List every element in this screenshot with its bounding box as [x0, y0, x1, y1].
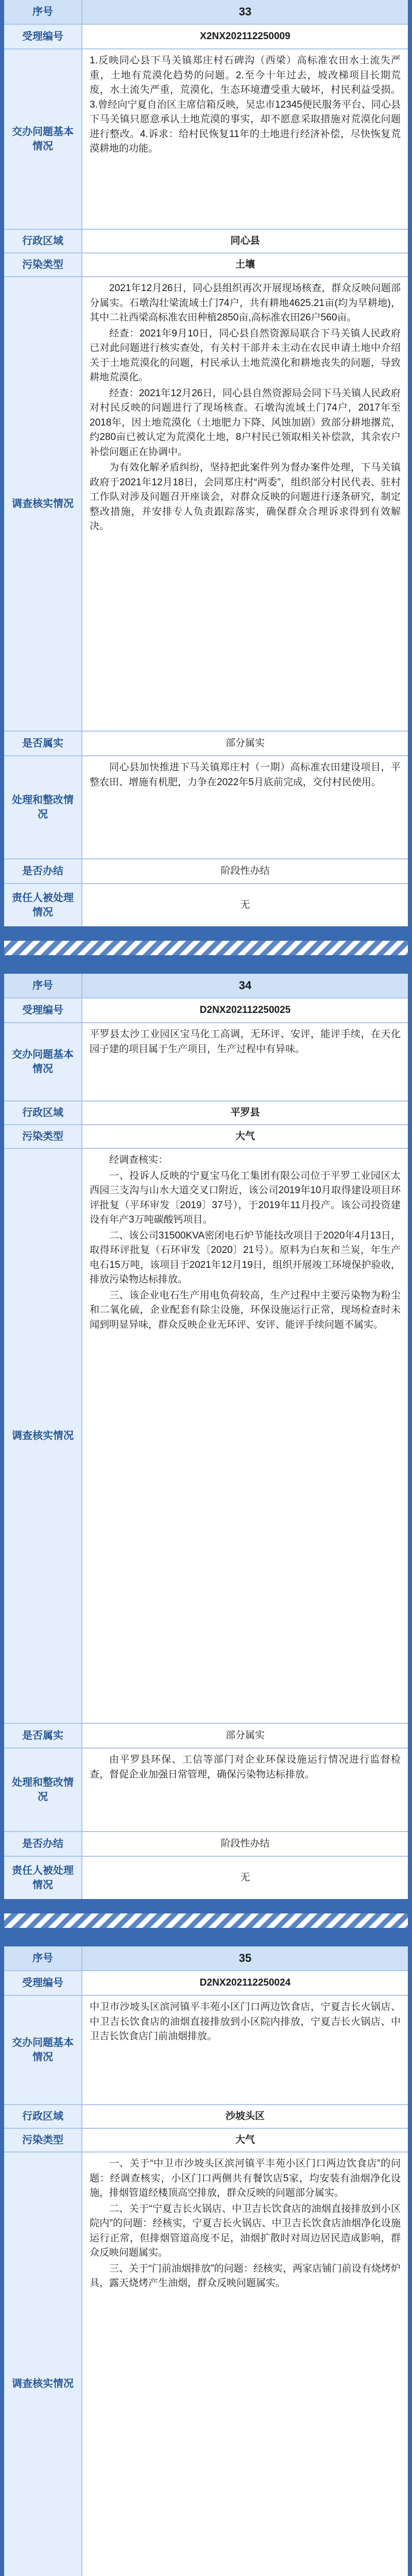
closed-row	[4, 858, 408, 883]
basic-row	[4, 48, 408, 229]
investigation-label: 调查核实情况	[4, 2153, 82, 2576]
type-label: 污染类型	[4, 1125, 82, 1148]
type-label: 污染类型	[4, 253, 82, 276]
handle-label: 处理和整改情况	[4, 756, 82, 858]
type-value: 大气	[235, 1130, 255, 1142]
basic-row	[4, 1022, 408, 1100]
divider-stripes	[4, 1913, 408, 1928]
seq-value: 34	[82, 974, 408, 997]
true-value: 部分属实	[225, 1730, 265, 1741]
basic-value: 平罗县太沙工业园区宝马化工高调，无环评、安评，能评手续，在天化园子建的项目属于生产项目，生产过程中有异味。	[90, 1029, 401, 1055]
seq-row	[4, 974, 408, 997]
type-value: 大气	[235, 2134, 255, 2145]
code-value: X2NX202112250009	[200, 30, 290, 42]
region-label: 行政区域	[4, 2105, 82, 2128]
accountable-row	[4, 1856, 408, 1899]
code-label: 受理编号	[4, 25, 82, 48]
investigation-paragraph: 2021年12月26日，同心县组织再次开展现场核查，群众反映问题部分属实。石墩沟壮梁流域土门74户，共有耕地4625.21亩(均为旱耕地)，其中二社西梁高标准农田种植2850亩,高标准农田26户560亩。	[90, 283, 401, 323]
region-value: 同心县	[230, 235, 260, 246]
basic-label: 交办问题基本情况	[4, 1023, 82, 1100]
handle-value: 由平罗县环保、工信等部门对企业环保设施运行情况进行监督检查，督促企业加强日常管理，确保污染物达标排放。	[90, 1754, 401, 1780]
seq-row	[4, 0, 408, 24]
investigation-paragraph: 为有效化解矛盾纠纷，坚持把此案件列为督办案件处理，下马关镇政府于2021年12月18日，会同郑庄村“两委”，组织部分村民代表、驻村工作队对涉及问题召开座谈会，对群众反映的问题进行逐条研究，制定整改措施，并安排专人负责跟踪落实，确保群众合理诉求得到有效解决。	[90, 462, 401, 532]
investigation-paragraph: 一、投诉人反映的宁夏宝马化工集团有限公司位于平罗工业园区太西园三支沟与山水大道交叉口附近，该公司2019年10月取得建设项目环评批复（平环审发〔2019〕37号），于2019年11月投产。该公司投资建设有年产3万吨碳酸钙项目。	[90, 1170, 401, 1225]
type-row	[4, 252, 408, 276]
investigation-label: 调查核实情况	[4, 1149, 82, 1723]
basic-value: 中卫市沙坡头区滨河镇平丰苑小区门口两边饮食店，宁夏吉长火锅店、中卫吉长饮食店的油烟直接排放到小区院内排放，宁夏吉长火锅店、中卫吉长饮食店门前油烟排放。	[90, 2002, 401, 2042]
true-row	[4, 731, 408, 755]
closed-value: 阶段性办结	[220, 865, 270, 876]
accountable-row	[4, 883, 408, 926]
accountable-value: 无	[240, 1872, 250, 1883]
region-value: 沙坡头区	[225, 2110, 265, 2122]
closed-label: 是否办结	[4, 1832, 82, 1856]
basic-value: 1.反映同心县下马关镇郑庄村石碑沟（西梁）高标准农田水土流失严重，土地有荒漠化趋势的问题。2.至今十年过去，坡改梯项目长期荒废，水土流失严重，荒漠化，生态环境遭受重大破坏，村民利益受损。3.曾经向宁夏自治区主席信箱反映，吴忠市12345便民服务平台、同心县下马关镇只愿意承认土地荒漠的事实，却不愿意采取措施对荒漠化问题进行整改。4.诉求：给村民恢复11年的土地进行经济补偿，尽快恢复荒漠耕地的功能。	[90, 55, 401, 154]
investigation-paragraph: 经查：2021年9月10日，同心县自然资源局联合下马关镇人民政府已对此问题进行核实查处，有关村干部并未主动在农民申请土地中介绍关于土地荒漠化的问题，村民承认土地荒漠化和耕地丧失的问题，导致耕地荒漠化。	[90, 328, 401, 383]
code-label: 受理编号	[4, 998, 82, 1022]
closed-row	[4, 1831, 408, 1856]
handle-row	[4, 755, 408, 858]
code-label: 受理编号	[4, 1971, 82, 1995]
code-row	[4, 24, 408, 48]
code-row	[4, 997, 408, 1022]
closed-label: 是否办结	[4, 859, 82, 883]
case-card-34	[4, 974, 408, 1899]
basic-label: 交办问题基本情况	[4, 49, 82, 229]
region-row	[4, 229, 408, 252]
true-value: 部分属实	[225, 737, 265, 749]
seq-value: 35	[82, 1946, 408, 1970]
investigation-paragraph: 二、该公司31500KVA密闭电石炉节能技改项目于2020年4月13日，取得环评批复（石环审发〔2020〕21号）。原料为白灰和兰炭，年生产电石15万吨，该项目于2021年12月19日，组织开展竣工环境保护验收，排放污染物达标排放。	[90, 1230, 401, 1285]
true-label: 是否属实	[4, 732, 82, 755]
accountable-value: 无	[240, 899, 250, 910]
investigation-paragraph: 三、该企业电石生产用电负荷较高，生产过程中主要污染物为粉尘和二氧化硫，企业配套有除尘设施，环保设施运行正常，现场检查时未闻到明显异味，群众反映企业无环评、安评、能评手续问题不属实。	[90, 1290, 401, 1330]
investigation-label: 调查核实情况	[4, 277, 82, 731]
type-label: 污染类型	[4, 2129, 82, 2151]
region-label: 行政区域	[4, 1101, 82, 1124]
investigation-value	[82, 1149, 408, 1723]
divider-stripes	[4, 941, 408, 955]
true-label: 是否属实	[4, 1724, 82, 1748]
type-row	[4, 2128, 408, 2151]
handle-label: 处理和整改情况	[4, 1749, 82, 1831]
investigation-row	[4, 1148, 408, 1723]
code-value: D2NX202112250024	[199, 1977, 291, 1988]
type-row	[4, 1124, 408, 1148]
investigation-paragraph: 一、关于“中卫市沙坡头区滨河镇平丰苑小区门口两边饮食店”的问题：经调查核实，小区门口两侧共有餐饮店5家，均安装有油烟净化设施，排烟管道经楼顶高空排放，群众反映的问题部分属实。	[90, 2158, 401, 2198]
investigation-paragraph: 经查：2021年12月26日，同心县自然资源局会同下马关镇人民政府对村民反映的问题进行了现场核查。石墩沟流域土门74户，2017年至2018年，因土地荒漠化（土地肥力下降、风蚀加剧）致部分耕地撂荒，约280亩已被认定为荒漠化土地，8户村民已领取相关补偿款，其余农户补偿问题正在协调中。	[90, 387, 401, 457]
basic-row	[4, 1995, 408, 2104]
seq-label: 序号	[4, 974, 82, 997]
seq-label: 序号	[4, 1946, 82, 1970]
code-row	[4, 1970, 408, 1995]
true-row	[4, 1723, 408, 1748]
investigation-value	[82, 277, 408, 731]
closed-value: 阶段性办结	[220, 1838, 270, 1849]
case-card-35	[4, 1946, 408, 2576]
code-value: D2NX202112250025	[199, 1004, 291, 1015]
accountable-label: 责任人被处理情况	[4, 1857, 82, 1899]
investigation-paragraph: 二、关于“宁夏吉长火锅店、中卫吉长饮食店的油烟直接排放到小区院内”的问题：经核实，宁夏吉长火锅店、中卫吉长饮食店油烟净化设施运行正常，但排烟管道高度不足，油烟扩散时对周边居民造成影响，群众反映问题属实。	[90, 2203, 401, 2258]
handle-value: 同心县加快推进下马关镇郑庄村（一期）高标准农田建设项目，平整农田、增施有机肥，力争在2022年5月底前完成，交付村民使用。	[90, 762, 401, 788]
seq-row	[4, 1946, 408, 1970]
seq-label: 序号	[4, 0, 82, 24]
region-value: 平罗县	[230, 1107, 260, 1118]
seq-value: 33	[82, 0, 408, 24]
region-label: 行政区域	[4, 230, 82, 252]
investigation-row	[4, 2151, 408, 2576]
investigation-paragraph: 经调查核实：	[109, 1155, 168, 1165]
region-row	[4, 1100, 408, 1124]
basic-label: 交办问题基本情况	[4, 1996, 82, 2104]
type-value: 土壤	[235, 259, 255, 270]
accountable-label: 责任人被处理情况	[4, 884, 82, 926]
investigation-row	[4, 276, 408, 731]
region-row	[4, 2104, 408, 2128]
investigation-value	[82, 2153, 408, 2576]
investigation-paragraph: 三、关于“门前油烟排放”的问题：经核实，两家店铺门前设有烧烤炉具，露天烧烤产生油烟，群众反映问题属实。	[90, 2263, 401, 2289]
handle-row	[4, 1748, 408, 1831]
case-card-33	[4, 0, 408, 926]
